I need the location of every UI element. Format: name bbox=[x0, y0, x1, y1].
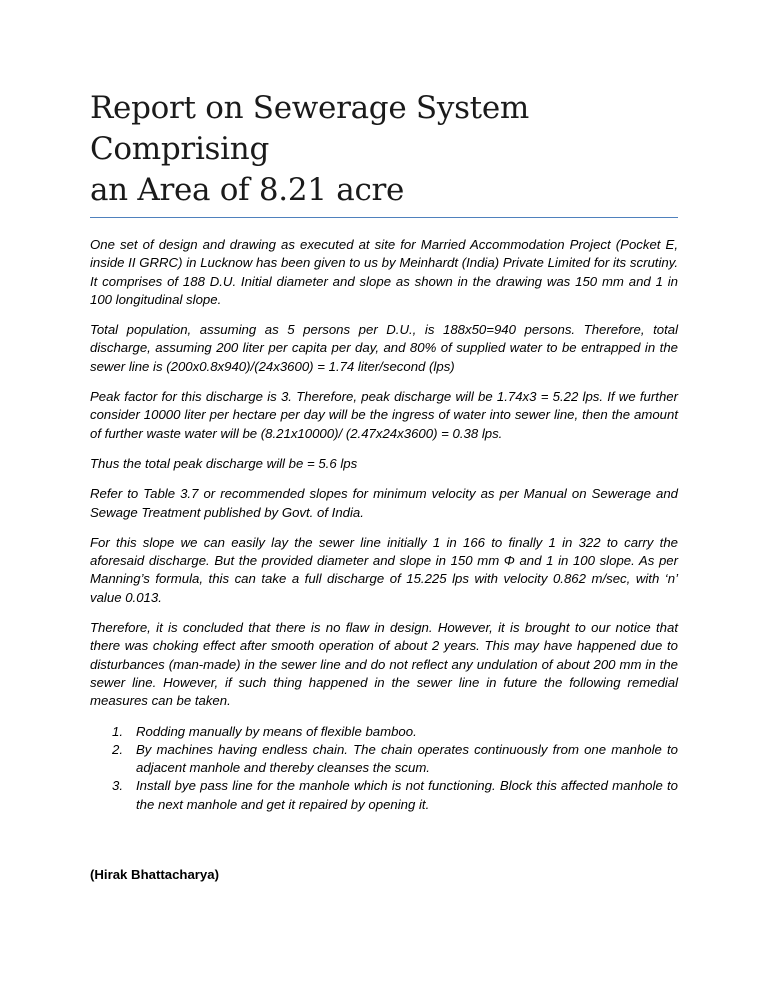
report-title bbox=[90, 88, 678, 211]
list-item bbox=[112, 741, 678, 778]
paragraph-conclusion: Therefore, it is concluded that there is no flaw in design. However, it is brought to our notice that there was choking effect after smooth operation of about 2 years. This may have happened due to disturbances (man-made) in the sewer line and do not reflect any undulation of about 200 mm in the sewer line. However, if such thing happened in the sewer line in future the following remedial measures can be taken. bbox=[90, 620, 678, 709]
paragraph-slope: For this slope we can easily lay the sewer line initially 1 in 166 to finally 1 in 322 to carry the aforesaid discharge. But the provided diameter and slope in 150 mm Φ and 1 in 100 slope. As per Manning’s formula, this can take a full discharge of 15.225 lps with velocity 0.862 m/sec, with ‘n’ value 0.013. bbox=[90, 534, 678, 605]
report-title-line-1: Report on Sewerage System Comprising bbox=[90, 90, 529, 167]
paragraph-total-peak: Thus the total peak discharge will be = 5.6 lps bbox=[90, 455, 358, 471]
report-title-line-2: an Area of 8.21 acre bbox=[90, 172, 405, 208]
author-signature: (Hirak Bhattacharya) bbox=[90, 867, 219, 883]
paragraph-scope: One set of design and drawing as executed at site for Married Accommodation Project (Pocket E, inside II GRRC) in Lucknow has been given to us by Meinhardt (India) Private Limited for its scrutiny. It comprises of 188 D.U. Initial diameter and slope as shown in the drawing was 150 mm and 1 in 100 longitudinal slope. bbox=[90, 237, 678, 307]
paragraph-reference: Refer to Table 3.7 or recommended slopes for minimum velocity as per Manual on Sewerage and Sewage Treatment published by Govt. of India. bbox=[90, 486, 678, 520]
list-item bbox=[112, 777, 678, 814]
list-item-text: Install bye pass line for the manhole which is not functioning. Block this affected manhole to the next manhole and get it repaired by opening it. bbox=[136, 778, 678, 812]
title-underline bbox=[90, 217, 678, 218]
paragraph-population: Total population, assuming as 5 persons per D.U., is 188x50=940 persons. Therefore, total discharge, assuming 200 liter per capita per day, and 80% of supplied water to be entrapped in the sewer line is (200x0.8x940)/(24x3600) = 1.74 liter/second (lps) bbox=[90, 322, 678, 374]
remedial-measures-list bbox=[90, 723, 678, 814]
paragraph-peak-factor: Peak factor for this discharge is 3. Therefore, peak discharge will be 1.74x3 = 5.22 lps. If we further consider 10000 liter per hectare per day will be the ingress of water into sewer line, then the amount of further waste water will be (8.21x10000)/ (2.47x24x3600) = 0.38 lps. bbox=[90, 389, 678, 441]
document-page bbox=[90, 88, 678, 884]
list-item-number: 3. bbox=[112, 778, 123, 794]
list-item-text: By machines having endless chain. The chain operates continuously from one manhole to adjacent manhole and thereby cleanses the scum. bbox=[136, 741, 678, 776]
list-item-number: 1. bbox=[112, 723, 123, 739]
list-item bbox=[112, 723, 678, 741]
list-item-number: 2. bbox=[112, 741, 123, 757]
list-item-text: Rodding manually by means of flexible bamboo. bbox=[136, 723, 417, 739]
